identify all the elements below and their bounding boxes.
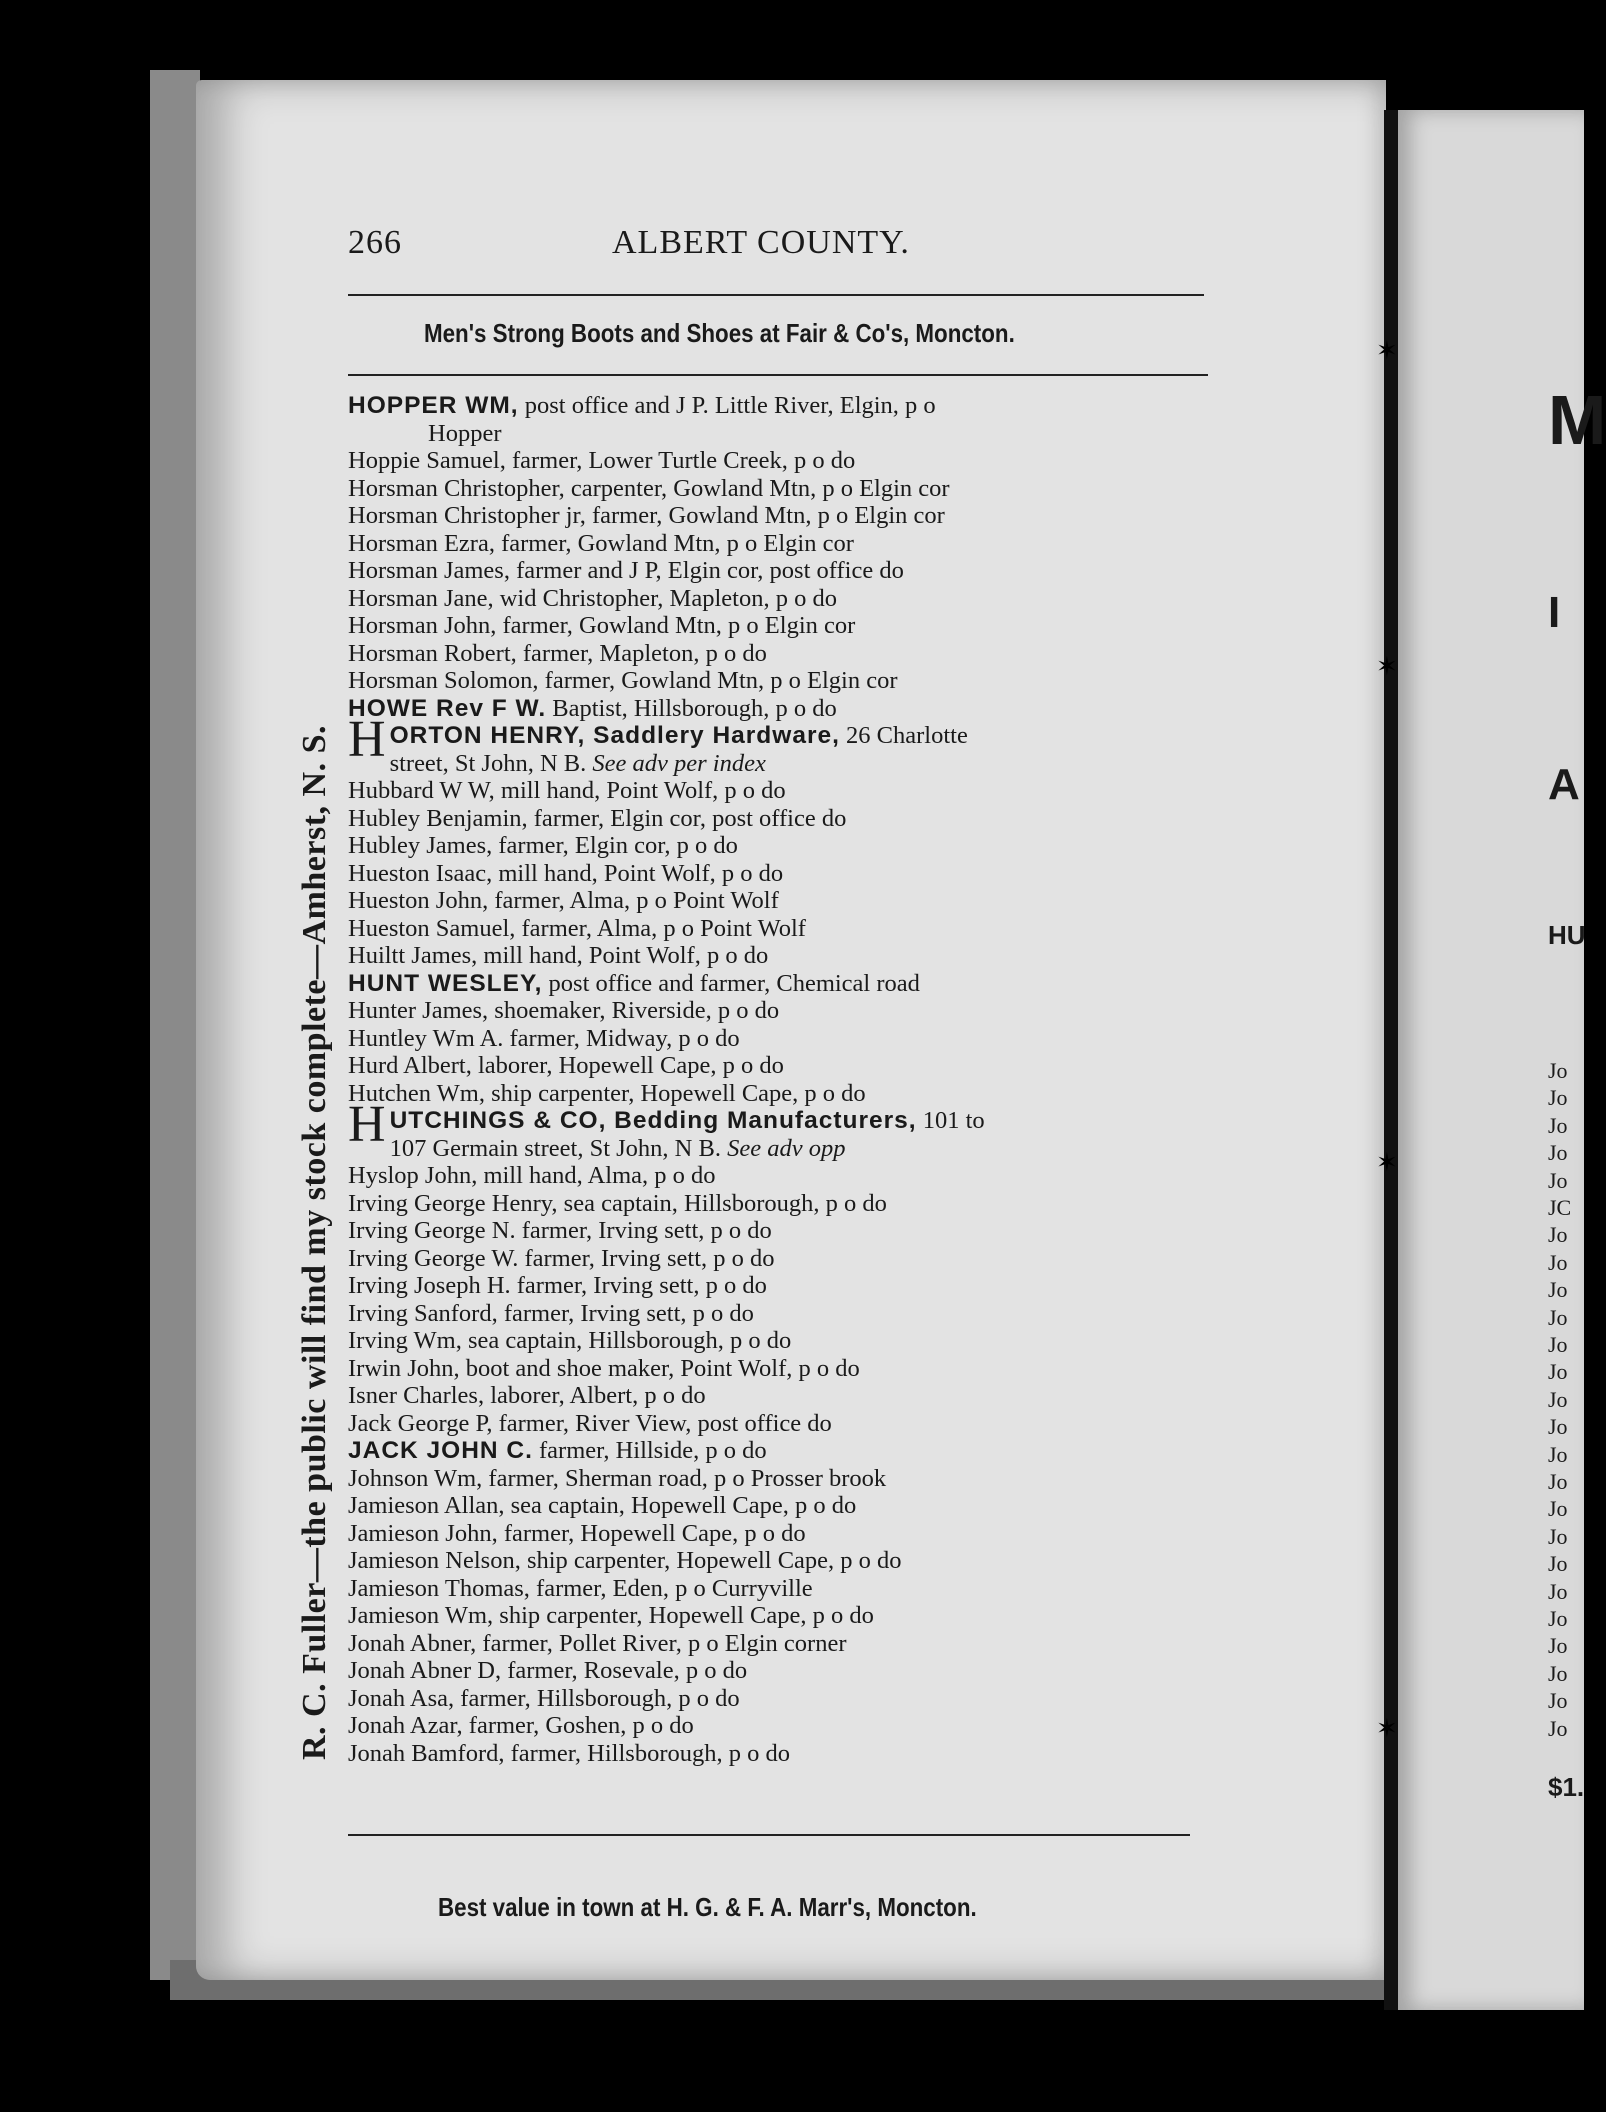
- directory-entry: [348, 1712, 1218, 1740]
- binding-stitch-icon: ✶: [1376, 1148, 1398, 1177]
- entry-text: Horsman John, farmer, Gowland Mtn, p o Elgin cor: [348, 612, 856, 639]
- entry-text: Irwin John, boot and shoe maker, Point Wolf, p o do: [348, 1354, 860, 1382]
- entry-text: Isner Charles, laborer, Albert, p o do: [348, 1382, 706, 1409]
- entry-text: Johnson Wm, farmer, Sherman road, p o Prosser brook: [348, 1464, 887, 1492]
- right-page-fragment: M: [1548, 381, 1606, 459]
- right-page-fragment: Jo: [1548, 1441, 1568, 1467]
- entry-text: Jamieson John, farmer, Hopewell Cape, p o do: [348, 1519, 806, 1547]
- entry-text: Hoppie Samuel, farmer, Lower Turtle Creek, p o do: [348, 447, 856, 474]
- entry-text: Hubbard W W, mill hand, Point Wolf, p o do: [348, 777, 786, 804]
- entry-text: Huiltt James, mill hand, Point Wolf, p o do: [348, 942, 769, 969]
- entry-text: Irving George W. farmer, Irving sett, p o do: [348, 1244, 775, 1272]
- entry-text: Hueston Isaac, mill hand, Point Wolf, p o do: [348, 859, 784, 887]
- directory-entry: [348, 942, 1218, 970]
- banner-rule: [348, 374, 1208, 376]
- directory-entry: [348, 1355, 1218, 1383]
- top-advert-banner: Men's Strong Boots and Shoes at Fair & Co's, Moncton.: [424, 318, 1015, 348]
- directory-entry: [348, 1245, 1218, 1273]
- right-page-fragment: Jo: [1548, 1277, 1568, 1303]
- directory-entry: [348, 997, 1218, 1025]
- entry-name-bold: JACK JOHN C.: [348, 1437, 533, 1464]
- entry-text: Irving George Henry, sea captain, Hillsborough, p o do: [348, 1189, 887, 1217]
- directory-entry: [348, 1465, 1218, 1493]
- right-page-fragment: Jo: [1548, 1332, 1568, 1357]
- running-title: ALBERT COUNTY.: [612, 224, 910, 261]
- directory-entry: [348, 970, 1218, 998]
- page-number: 266: [348, 224, 402, 261]
- directory-entry: [348, 1272, 1218, 1300]
- right-page-fragment: Jo: [1548, 1523, 1568, 1549]
- page-edges: [150, 70, 200, 1980]
- entry-name-bold: UTCHINGS & CO, Bedding Manufacturers,: [389, 1107, 917, 1134]
- right-page-fragment: Jo: [1548, 1222, 1568, 1248]
- entry-text: 26 Charlotte: [839, 722, 968, 749]
- directory-entry: [348, 1327, 1218, 1355]
- right-page-fragment: Jo: [1548, 1304, 1568, 1330]
- side-advert-banner: R. C. Fuller—the public will find my stock complete—Amherst, N. S.: [296, 724, 333, 1760]
- entry-text: post office and farmer, Chemical road: [542, 969, 920, 997]
- directory-entry: [348, 1162, 1218, 1190]
- directory-entry: [348, 1520, 1218, 1548]
- entry-text: Jamieson Allan, sea captain, Hopewell Cape, p o do: [348, 1492, 857, 1519]
- entry-text: Horsman Robert, farmer, Mapleton, p o do: [348, 639, 767, 667]
- directory-entry: [348, 1052, 1218, 1080]
- right-page-fragment: Jo: [1548, 1578, 1568, 1604]
- directory-entry: [348, 1190, 1218, 1218]
- entry-text: street, St John, N B.: [389, 749, 587, 777]
- right-page-fragment: Jo: [1548, 1249, 1568, 1275]
- directory-entry: [348, 1410, 1218, 1438]
- directory-entry: [348, 805, 1218, 833]
- entry-text: Horsman Christopher jr, farmer, Gowland Mtn, p o Elgin cor: [348, 502, 945, 529]
- entry-name-bold: HUNT WESLEY,: [348, 969, 543, 997]
- entry-text: 101 to: [916, 1107, 985, 1134]
- entry-text: Hyslop John, mill hand, Alma, p o do: [348, 1162, 716, 1189]
- entry-advert-note: See adv per index: [586, 749, 766, 777]
- right-page-fragment: Jo: [1548, 1167, 1568, 1193]
- right-page-fragment: Jo: [1548, 1633, 1568, 1659]
- entry-text: Jonah Azar, farmer, Goshen, p o do: [348, 1712, 694, 1739]
- header-rule: [348, 294, 1204, 296]
- directory-entry: [348, 557, 1218, 585]
- right-page-fragment: Jo: [1548, 1496, 1568, 1522]
- entry-text: Irving George N. farmer, Irving sett, p o do: [348, 1217, 772, 1244]
- entry-text: Hubley Benjamin, farmer, Elgin cor, post office do: [348, 804, 847, 832]
- directory-entry: [348, 1685, 1218, 1713]
- entry-text: Horsman Christopher, carpenter, Gowland Mtn, p o Elgin cor: [348, 474, 950, 502]
- entry-text: Jonah Bamford, farmer, Hillsborough, p o do: [348, 1739, 790, 1767]
- directory-entry: [348, 502, 1218, 530]
- right-page-fragment: Jo: [1548, 1112, 1568, 1138]
- directory-entry: [348, 887, 1218, 915]
- directory-entry: [348, 420, 1218, 448]
- directory-entry: [348, 1025, 1218, 1053]
- directory-entry: [348, 1657, 1218, 1685]
- entry-text: Jonah Asa, farmer, Hillsborough, p o do: [348, 1684, 740, 1712]
- entry-text: Horsman Jane, wid Christopher, Mapleton, p o do: [348, 584, 837, 612]
- entry-text: Hubley James, farmer, Elgin cor, p o do: [348, 832, 738, 859]
- entry-text: Horsman James, farmer and J P, Elgin cor, post office do: [348, 557, 904, 584]
- entry-name-bold: ORTON HENRY, Saddlery Hardware,: [389, 722, 840, 749]
- bottom-advert-banner: Best value in town at H. G. & F. A. Marr's, Moncton.: [438, 1892, 977, 1922]
- binding-stitch-icon: ✶: [1376, 336, 1398, 365]
- directory-entry: [348, 667, 1218, 695]
- entry-text: Hopper: [428, 419, 502, 447]
- directory-entry: [348, 392, 1218, 420]
- entry-text: 107 Germain street, St John, N B.: [389, 1134, 721, 1162]
- right-page-fragment: Jo: [1548, 1085, 1568, 1111]
- right-page-fragment: JC: [1548, 1195, 1572, 1220]
- right-page-fragment: A: [1548, 760, 1580, 809]
- directory-entry: [348, 832, 1218, 860]
- directory-entry: [348, 1630, 1218, 1658]
- entry-text: Huntley Wm A. farmer, Midway, p o do: [348, 1024, 740, 1052]
- directory-entry: [348, 1602, 1218, 1630]
- directory-entry: [348, 1437, 1218, 1465]
- right-page-fragment: Jo: [1548, 1688, 1568, 1714]
- entry-text: Jonah Abner D, farmer, Rosevale, p o do: [348, 1657, 748, 1684]
- entry-text: Hurd Albert, laborer, Hopewell Cape, p o do: [348, 1052, 784, 1079]
- binding-stitch-icon: ✶: [1376, 652, 1398, 681]
- directory-entry: [348, 640, 1218, 668]
- right-page: [1398, 110, 1606, 2010]
- entry-text: Hueston Samuel, farmer, Alma, p o Point Wolf: [348, 914, 806, 942]
- right-page-fragment: Jo: [1548, 1551, 1568, 1577]
- directory-entry: [348, 1547, 1218, 1575]
- directory-entry: [348, 1135, 1218, 1163]
- directory-entry: [348, 1575, 1218, 1603]
- entry-text: Horsman Ezra, farmer, Gowland Mtn, p o Elgin cor: [348, 529, 854, 557]
- right-page-fragment: Jo: [1548, 1414, 1568, 1440]
- entry-text: Irving Wm, sea captain, Hillsborough, p o do: [348, 1327, 792, 1354]
- entry-name-bold: HOPPER WM,: [348, 392, 519, 419]
- directory-entry: [348, 585, 1218, 613]
- directory-entry: [348, 447, 1218, 475]
- right-page-fragment: I: [1548, 588, 1561, 637]
- entry-text: Jamieson Wm, ship carpenter, Hopewell Cape, p o do: [348, 1602, 874, 1629]
- entry-text: Jamieson Thomas, farmer, Eden, p o Curryville: [348, 1574, 813, 1602]
- entry-text: Hueston John, farmer, Alma, p o Point Wolf: [348, 887, 779, 914]
- drop-cap: H: [348, 1096, 386, 1153]
- directory-entry: [348, 612, 1218, 640]
- entry-text: Horsman Solomon, farmer, Gowland Mtn, p o Elgin cor: [348, 667, 898, 694]
- directory-entry: [348, 750, 1218, 778]
- entry-name-bold: HOWE Rev F W.: [348, 694, 547, 722]
- right-page-fragment: $1.: [1548, 1772, 1585, 1802]
- right-page-fragment: Jo: [1548, 1660, 1568, 1686]
- right-page-fragment: Jo: [1548, 1058, 1568, 1083]
- entry-text: post office and J P. Little River, Elgin, p o: [518, 392, 936, 419]
- right-page-fragment: Jo: [1548, 1386, 1568, 1412]
- right-page-fragment: Jo: [1548, 1140, 1568, 1166]
- entry-text: farmer, Hillside, p o do: [532, 1437, 767, 1464]
- entry-text: Hunter James, shoemaker, Riverside, p o do: [348, 997, 780, 1024]
- directory-entry: [348, 1080, 1218, 1108]
- directory-entry: [348, 860, 1218, 888]
- right-page-fragment: Jo: [1548, 1469, 1568, 1494]
- entry-text: Irving Joseph H. farmer, Irving sett, p o do: [348, 1272, 767, 1299]
- directory-entry: [348, 1740, 1218, 1768]
- directory-entry: [348, 475, 1218, 503]
- entry-text: Jack George P, farmer, River View, post office do: [348, 1409, 832, 1437]
- entry-text: Jonah Abner, farmer, Pollet River, p o Elgin corner: [348, 1629, 847, 1657]
- right-page-fragment: HU: [1548, 920, 1586, 950]
- directory-entry: [348, 530, 1218, 558]
- entry-text: Irving Sanford, farmer, Irving sett, p o do: [348, 1299, 754, 1327]
- footer-rule: [348, 1834, 1190, 1836]
- right-page-fragment: Jo: [1548, 1606, 1568, 1631]
- directory-entry: [348, 1492, 1218, 1520]
- directory-entry: [348, 1300, 1218, 1328]
- entry-advert-note: See adv opp: [720, 1134, 846, 1162]
- entry-text: Baptist, Hillsborough, p o do: [546, 694, 837, 722]
- right-page-fragment: Jo: [1548, 1715, 1568, 1741]
- drop-cap: H: [348, 711, 386, 768]
- directory-entry: [348, 695, 1218, 723]
- directory-entry: [348, 1382, 1218, 1410]
- binding-stitch-icon: ✶: [1376, 1714, 1398, 1743]
- directory-entry: [348, 915, 1218, 943]
- entry-text: Hutchen Wm, ship carpenter, Hopewell Cape, p o do: [348, 1079, 866, 1107]
- directory-entry: [348, 1217, 1218, 1245]
- right-page-fragment: Jo: [1548, 1359, 1568, 1385]
- directory-entries: [348, 392, 1218, 1767]
- directory-entry: [348, 777, 1218, 805]
- entry-text: Jamieson Nelson, ship carpenter, Hopewell Cape, p o do: [348, 1547, 902, 1574]
